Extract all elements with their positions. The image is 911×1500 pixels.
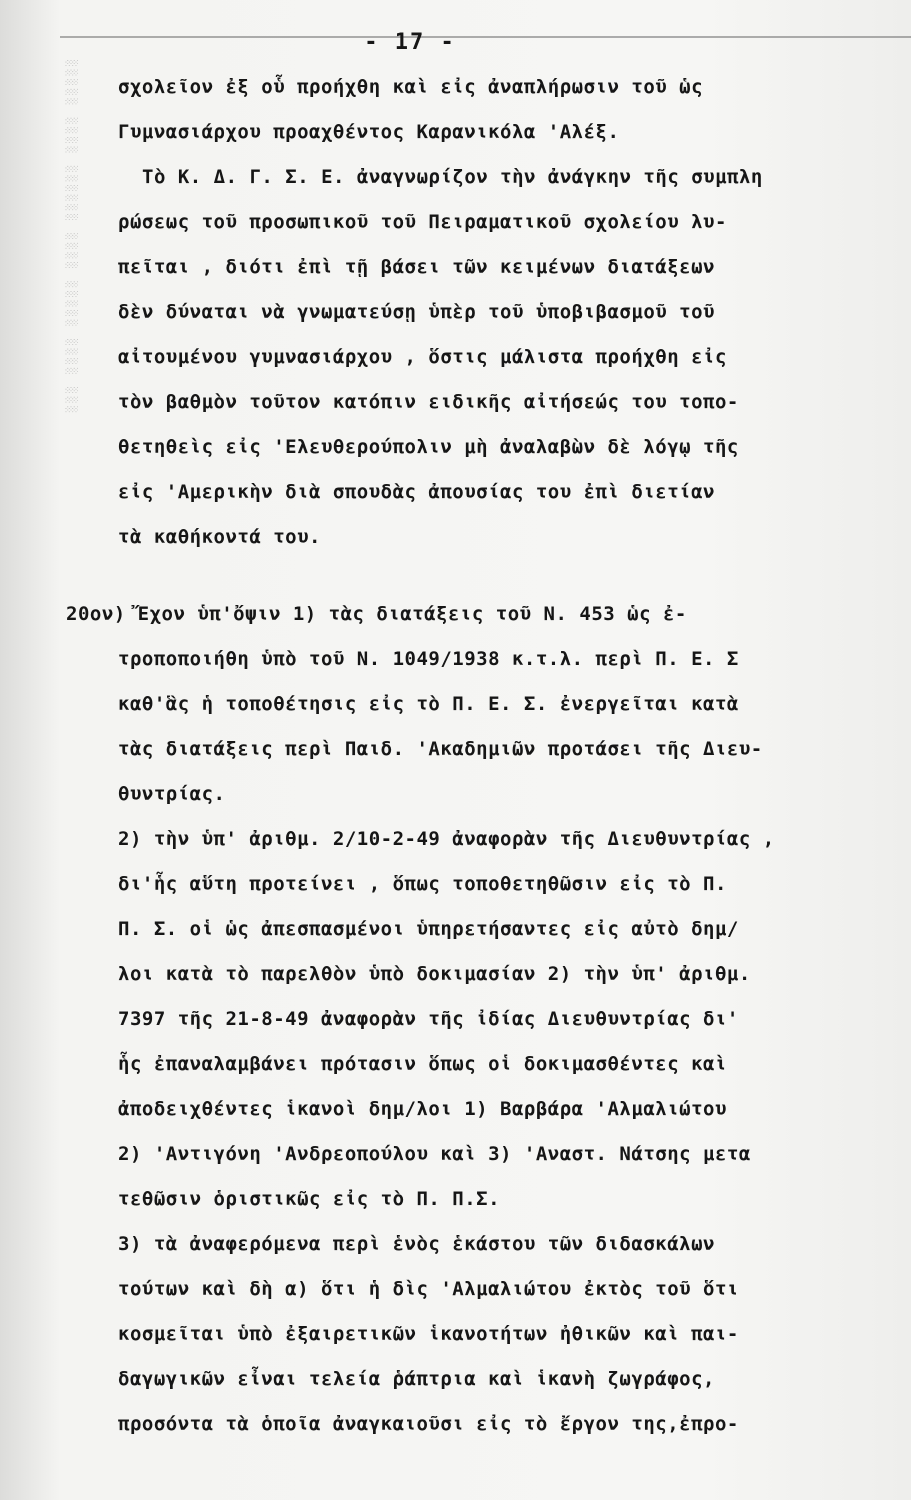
text-line: δαγωγικῶν εἶναι τελεία ῥάπτρια καὶ ἱκανὴ ζωγράφος, [118,1368,715,1390]
text-line: πεῖται , διότι ἐπὶ τῇ βάσει τῶν κειμένων διατάξεων [118,256,715,278]
text-line: θυντρίας. [118,783,226,805]
text-line: καθ'ἃς ἡ τοποθέτησις εἰς τὸ Π. Ε. Σ. ἐνεργεῖται κατὰ [118,693,739,715]
text-line: τὸν βαθμὸν τοῦτον κατόπιν ειδικῆς αἰτήσεώς του τοπο- [118,391,739,413]
text-line: δὲν δύναται νὰ γνωματεύσῃ ὑπὲρ τοῦ ὑποβιβασμοῦ τοῦ [118,301,715,323]
text-line: Γυμνασιάρχου προαχθέντος Καρανικόλα 'Αλέξ. [118,121,620,143]
text-line: 20ον) Ἔχον ὑπ'ὄψιν 1) τὰς διατάξεις τοῦ Ν. 453 ὡς ἐ- [66,603,687,625]
text-line: προσόντα τὰ ὁποῖα ἀναγκαιοῦσι εἰς τὸ ἔργον της,ἐπρο- [118,1413,739,1435]
text-line: ρώσεως τοῦ προσωπικοῦ τοῦ Πειραματικοῦ σχολείου λυ- [118,211,727,233]
text-line: τὰς διατάξεις περὶ Παιδ. 'Ακαδημιῶν προτάσει τῆς Διευ- [118,738,763,760]
text-line: 7397 τῆς 21-8-49 ἀναφορὰν τῆς ἰδίας Διευθυντρίας δι' [118,1008,739,1030]
bleed-through-text: ░░░░░ ░░░░ ░░░░░░ ░░░░ ░░░░░ ░░░░ ░░░ [65,60,78,417]
page-number: - 17 - [364,30,456,55]
text-line: σχολεῖον ἐξ οὗ προήχθη καὶ εἰς ἀναπλήρωσιν τοῦ ὡς [118,76,704,98]
text-line: τὰ καθήκοντά του. [118,526,321,548]
text-line: τροποποιήθη ὑπὸ τοῦ Ν. 1049/1938 κ.τ.λ. περὶ Π. Ε. Σ [118,648,739,670]
text-line: λοι κατὰ τὸ παρελθὸν ὑπὸ δοκιμασίαν 2) τὴν ὑπ' ἀριθμ. [118,963,751,985]
text-line: αἰτουμένου γυμνασιάρχου , ὅστις μάλιστα προήχθη εἰς [118,346,727,368]
text-line: θετηθεὶς εἰς 'Ελευθερούπολιν μὴ ἀναλαβὼν δὲ λόγῳ τῆς [118,436,739,458]
margin-bleed-through [0,60,78,1360]
text-line: 2) 'Αντιγόνη 'Ανδρεοπούλου καὶ 3) 'Αναστ. Νάτσης μετα [118,1143,751,1165]
text-line: Π. Σ. οἱ ὡς ἀπεσπασμένοι ὑπηρετήσαντες εἰς αὐτὸ δημ/ [118,918,739,940]
text-line: Τὸ Κ. Δ. Γ. Σ. Ε. ἀναγνωρίζον τὴν ἀνάγκην τῆς συμπλη [142,166,763,188]
text-line: 2) τὴν ὑπ' ἀριθμ. 2/10-2-49 ἀναφορὰν τῆς Διευθυντρίας , [118,828,775,850]
text-line: τεθῶσιν ὁριστικῶς εἰς τὸ Π. Π.Σ. [118,1188,501,1210]
text-line: ἀποδειχθέντες ἱκανοὶ δημ/λοι 1) Βαρβάρα 'Αλμαλιώτου [118,1098,727,1120]
text-line: τούτων καὶ δὴ α) ὅτι ἡ δὶς 'Αλμαλιώτου ἐκτὸς τοῦ ὅτι [118,1278,739,1300]
text-line: δι'ἧς αὕτη προτείνει , ὅπως τοποθετηθῶσιν εἰς τὸ Π. [118,873,727,895]
text-line: εἰς 'Αμερικὴν διὰ σπουδὰς ἀπουσίας του ἐπὶ διετίαν [118,481,715,503]
text-line: ἧς ἐπαναλαμβάνει πρότασιν ὅπως οἱ δοκιμασθέντες καὶ [118,1053,727,1075]
text-line: 3) τὰ ἀναφερόμενα περὶ ἑνὸς ἑκάστου τῶν διδασκάλων [118,1233,715,1255]
text-line: κοσμεῖται ὑπὸ ἐξαιρετικῶν ἱκανοτήτων ἠθικῶν καὶ παι- [118,1323,739,1345]
